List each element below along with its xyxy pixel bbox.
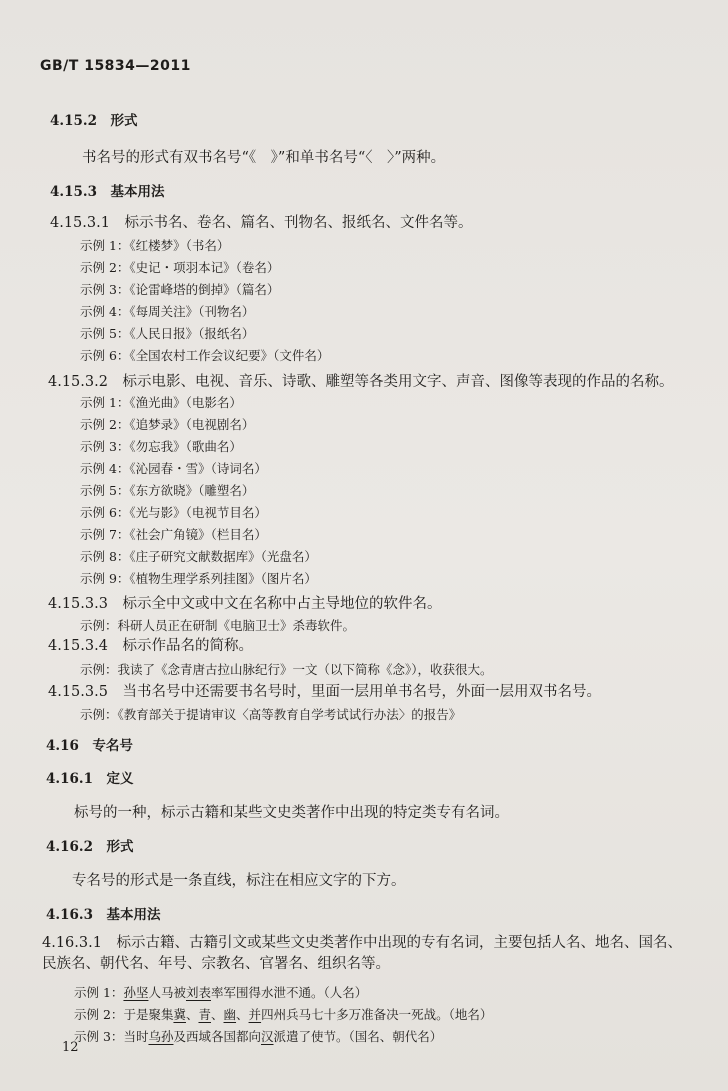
example-line: 示例：科研人员正在研制《电脑卫士》杀毒软件。 xyxy=(80,618,356,633)
example-text: 、 xyxy=(185,1007,199,1022)
section-heading-4-15-2: 4.15.2 形式 xyxy=(50,113,138,129)
example-line: 示例 3：《论雷峰塔的倒掉》（篇名） xyxy=(80,282,280,297)
example-line: 示例 6：《光与影》（电视节目名） xyxy=(80,505,267,520)
section-heading-4-16-1: 4.16.1 定义 xyxy=(46,771,134,787)
paragraph-4-16-1: 标号的一种，标示古籍和某些文史类著作中出现的特定类专有名词。 xyxy=(74,805,509,821)
example-text: 于是聚集 xyxy=(123,1007,174,1022)
example-label: 示例 3： xyxy=(74,1029,124,1044)
example-line: 示例：《教育部关于提请审议〈高等教育自学考试试行办法〉的报告》 xyxy=(80,707,462,722)
example-line: 示例 9：《植物生理学系列挂图》（图片名） xyxy=(80,571,317,586)
example-text: 四州兵马七十多万准备决一死战。（地名） xyxy=(261,1007,493,1022)
example-text: 、 xyxy=(211,1007,224,1022)
example-text: 当时 xyxy=(123,1029,149,1044)
proper-noun-marked: 刘表 xyxy=(185,985,211,1000)
proper-noun-marked: 孙坚 xyxy=(123,985,149,1000)
example-line xyxy=(74,1005,492,1023)
rule-4-15-3-3: 4.15.3.3 标示全中文或中文在名称中占主导地位的软件名。 xyxy=(48,596,442,612)
paragraph-4-16-2: 专名号的形式是一条直线，标注在相应文字的下方。 xyxy=(72,873,406,889)
example-line: 示例 3：《勿忘我》（歌曲名） xyxy=(80,439,242,454)
standard-number-header: GB/T 15834—2011 xyxy=(40,58,191,74)
example-line: 示例 2：《追梦录》（电视剧名） xyxy=(80,417,255,432)
proper-noun-marked: 青 xyxy=(198,1007,211,1022)
example-line xyxy=(74,983,367,1001)
proper-noun-marked: 乌孙 xyxy=(148,1029,174,1044)
section-heading-4-16-2: 4.16.2 形式 xyxy=(46,839,134,855)
paragraph-4-15-2: 书名号的形式有双书名号“《 》”和单书名号“〈 〉”两种。 xyxy=(82,150,446,166)
example-line: 示例 4：《沁园春・雪》（诗词名） xyxy=(80,461,267,476)
example-line: 示例 7：《社会广角镜》（栏目名） xyxy=(80,527,267,542)
section-heading-4-15-3: 4.15.3 基本用法 xyxy=(50,184,165,200)
proper-noun-marked: 幽 xyxy=(223,1007,237,1022)
example-line: 示例 1：《渔光曲》（电影名） xyxy=(80,395,242,410)
proper-noun-marked: 并 xyxy=(248,1007,262,1022)
rule-4-16-3-1: 4.16.3.1 标示古籍、古籍引文或某些文史类著作中出现的专有名词，主要包括人名、地名、国名、民族名、朝代名、年号、宗教名、官署名、组织名等。 xyxy=(42,935,682,972)
section-heading-4-16: 4.16 专名号 xyxy=(46,738,133,754)
rule-4-15-3-5: 4.15.3.5 当书名号中还需要书名号时，里面一层用单书名号，外面一层用双书名号。 xyxy=(48,684,601,700)
page-number: 12 xyxy=(62,1040,79,1055)
example-text: 派遣了使节。（国名、朝代名） xyxy=(273,1029,443,1044)
example-line: 示例 5：《人民日报》（报纸名） xyxy=(80,326,255,341)
proper-noun-marked: 汉 xyxy=(260,1029,274,1044)
example-line: 示例 1：《红楼梦》（书名） xyxy=(80,238,230,253)
example-text: 及西域各国都向 xyxy=(173,1029,261,1044)
example-line: 示例：我读了《念青唐古拉山脉纪行》一文（以下简称《念》），收获很大。 xyxy=(80,662,493,677)
example-line: 示例 2：《史记・项羽本记》（卷名） xyxy=(80,260,280,275)
example-text: 率军围得水泄不通。（人名） xyxy=(210,985,368,1000)
proper-noun-marked: 冀 xyxy=(173,1007,186,1022)
example-text: 、 xyxy=(236,1007,249,1022)
rule-4-15-3-2: 4.15.3.2 标示电影、电视、音乐、诗歌、雕塑等各类用文字、声音、图像等表现的作品的名称。 xyxy=(48,374,674,390)
rule-4-15-3-1: 4.15.3.1 标示书名、卷名、篇名、刊物名、报纸名、文件名等。 xyxy=(50,215,473,231)
example-text: 人马被 xyxy=(148,985,186,1000)
example-line: 示例 4：《每周关注》（刊物名） xyxy=(80,304,255,319)
example-label: 示例 1： xyxy=(74,985,124,1000)
example-line xyxy=(74,1027,442,1045)
rule-4-15-3-4: 4.15.3.4 标示作品名的简称。 xyxy=(48,638,253,654)
example-label: 示例 2： xyxy=(74,1007,124,1022)
example-line: 示例 5：《东方欲晓》（雕塑名） xyxy=(80,483,255,498)
section-heading-4-16-3: 4.16.3 基本用法 xyxy=(46,907,161,923)
example-line: 示例 8：《庄子研究文献数据库》（光盘名） xyxy=(80,549,317,564)
example-line: 示例 6：《全国农村工作会议纪要》（文件名） xyxy=(80,348,330,363)
